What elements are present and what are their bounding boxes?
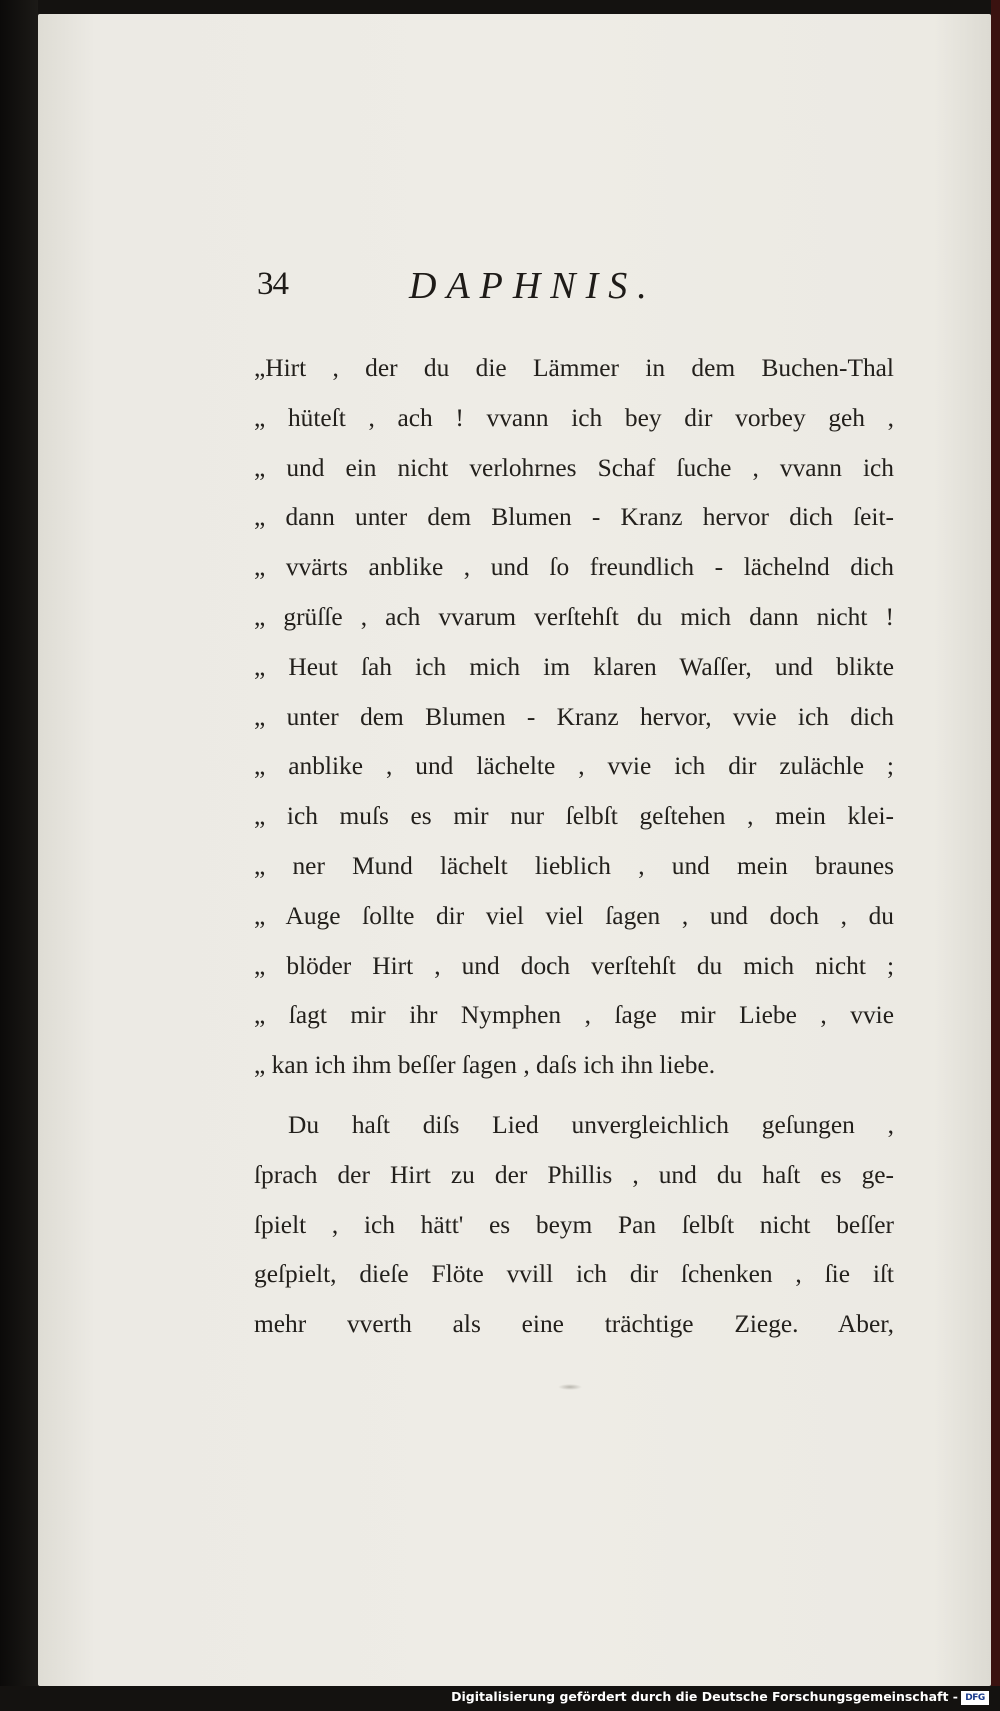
text-line: ſprach der Hirt zu der Phillis , und du haſt es ge-: [254, 1160, 894, 1189]
text-line: „ hüteſt , ach ! vvann ich bey dir vorbey geh ,: [254, 403, 894, 432]
text-line: mehr vverth als eine trächtige Ziege. Aber,: [254, 1310, 894, 1339]
text-line: „ ich muſs es mir nur ſelbſt geſtehen , mein klei-: [254, 802, 894, 831]
text-line: „ blöder Hirt , und doch verſtehſt du mich nicht ;: [254, 951, 894, 980]
text-line: Du haſt diſs Lied unvergleichlich geſungen ,: [288, 1110, 894, 1139]
text-line: „ Auge ſollte dir viel viel ſagen , und doch , du: [254, 901, 894, 930]
paragraph-gap: [254, 1091, 894, 1101]
text-line: „ kan ich ihm beſſer ſagen , daſs ich ihn liebe.: [254, 1051, 716, 1080]
running-head: [257, 266, 727, 312]
book-gutter-edge: [0, 0, 38, 1711]
paper-smudge: [558, 1384, 582, 1390]
text-line: „ ſagt mir ihr Nymphen , ſage mir Liebe , vvie: [254, 1001, 894, 1030]
text-line: „ und ein nicht verlohrnes Schaf ſuche , vvann ich: [254, 453, 894, 482]
dfg-logo-icon: DFG: [961, 1691, 989, 1705]
text-line: „ grüſſe , ach vvarum verſtehſt du mich dann nicht !: [254, 602, 894, 631]
book-page: [38, 14, 991, 1686]
text-line: ſpielt , ich hätt' es beym Pan ſelbſt nicht beſſer: [254, 1210, 894, 1239]
book-cover-edge: [991, 0, 1000, 1711]
text-line: „ Heut ſah ich mich im klaren Waſſer, und blikte: [254, 652, 894, 681]
text-line: „ vvärts anblike , und ſo freundlich - lächelnd dich: [254, 553, 894, 582]
body-text: [254, 344, 894, 1350]
page-number: 34: [257, 266, 288, 302]
text-line: „ anblike , und lächelte , vvie ich dir zulächle ;: [254, 752, 894, 781]
text-line: „ ner Mund lächelt lieblich , und mein braunes: [254, 851, 894, 880]
text-line: „Hirt , der du die Lämmer in dem Buchen-Thal: [254, 354, 894, 382]
text-line: geſpielt, dieſe Flöte vvill ich dir ſchenken , ſie iſt: [254, 1260, 894, 1289]
text-line: „ unter dem Blumen - Kranz hervor, vvie ich dich: [254, 702, 894, 731]
footer-credit: Digitalisierung gefördert durch die Deutsche Forschungsgemeinschaft -: [451, 1689, 958, 1704]
text-line: „ dann unter dem Blumen - Kranz hervor dich ſeit-: [254, 503, 894, 532]
running-head-title: DAPHNIS.: [409, 265, 657, 307]
footer-bar: [0, 1686, 1000, 1711]
